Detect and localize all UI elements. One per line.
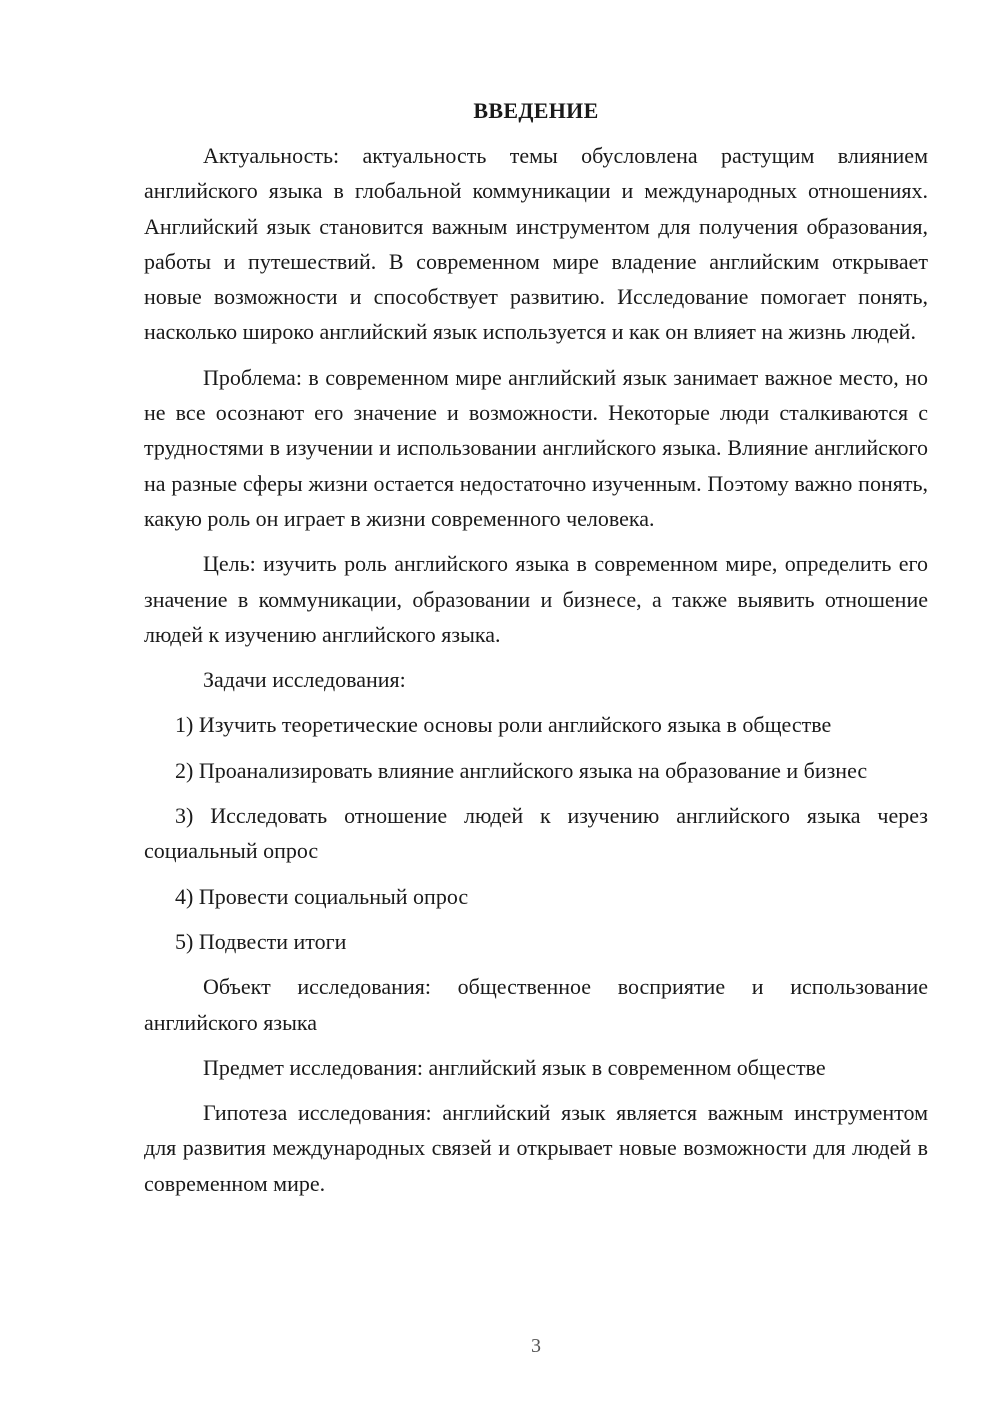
- goal-paragraph: Цель: изучить роль английского языка в современном мире, определить его значение в коммуникации, образовании и бизнесе, а также выявить отношение людей к изучению английского языка.: [144, 551, 928, 647]
- problem-paragraph: Проблема: в современном мире английский язык занимает важное место, но не все осознают его значение и возможности. Некоторые люди сталкиваются с трудностями в изучении и использовании английского языка. Влияние английского на разные сферы жизни остается недостаточно изученным. Поэтому важно понять, какую роль он играет в жизни современного человека.: [144, 364, 928, 531]
- task-item-1: 1) Изучить теоретические основы роли английского языка в обществе: [175, 712, 832, 738]
- task-item-5: 5) Подвести итоги: [175, 928, 347, 954]
- subject-paragraph: Предмет исследования: английский язык в современном обществе: [203, 1054, 826, 1080]
- tasks-heading: Задачи исследования:: [203, 667, 406, 693]
- section-title: ВВЕДЕНИЕ: [473, 98, 599, 123]
- task-item-2: 2) Проанализировать влияние английского языка на образование и бизнес: [175, 757, 868, 783]
- task-item-4: 4) Провести социальный опрос: [175, 883, 469, 909]
- object-paragraph: Объект исследования: общественное восприятие и использование английского языка: [144, 974, 928, 1035]
- relevance-paragraph: Актуальность: актуальность темы обусловлена растущим влиянием английского языка в глобальной коммуникации и международных отношениях. Английский язык становится важным инструментом для получения образования, работы и путешествий. В современном мире владение английским открывает новые возможности и способствует развитию. Исследование помогает понять, насколько широко английский язык используется и как он влияет на жизнь людей.: [144, 143, 928, 345]
- page-content: [144, 96, 928, 1211]
- page-number: 3: [531, 1335, 541, 1357]
- task-item-3: 3) Исследовать отношение людей к изучению английского языка через социальный опрос: [144, 803, 928, 864]
- hypothesis-paragraph: Гипотеза исследования: английский язык является важным инструментом для развития международных связей и открывает новые возможности для людей в современном мире.: [144, 1100, 928, 1196]
